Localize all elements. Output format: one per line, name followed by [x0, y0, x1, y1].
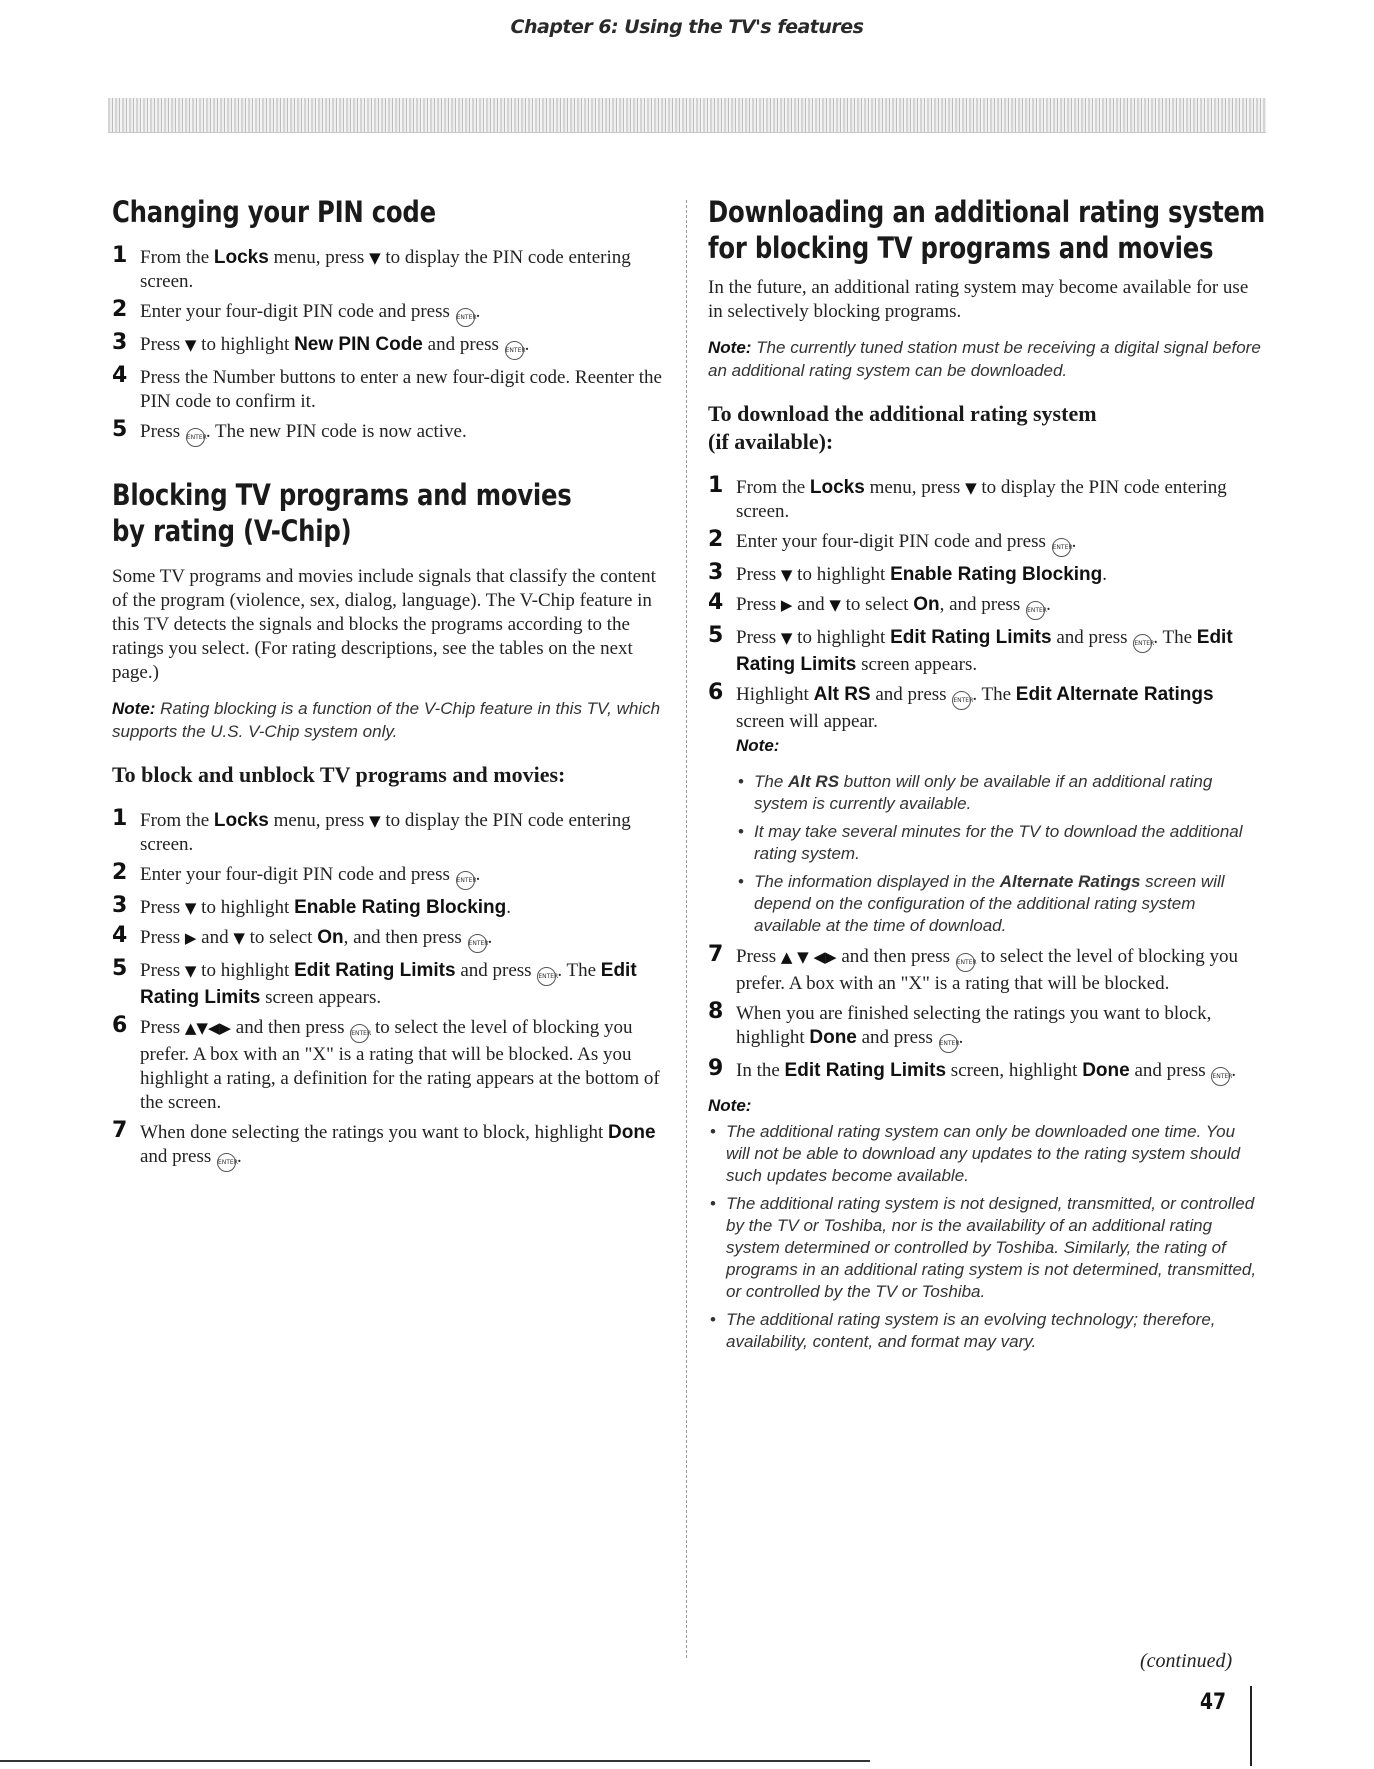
chapter-title: Chapter 6: Using the TV's features	[510, 16, 864, 38]
final-note-label: Note:	[708, 1096, 752, 1115]
enter-button-icon: ENTER	[1026, 601, 1045, 620]
vchip-section-heading-line2: by rating (V-Chip)	[112, 514, 352, 548]
list-item: • The Alt RS button will only be available if an additional rating system is currently available.	[736, 771, 1263, 815]
list-item: 6 Highlight Alt RS and press ENTER. The Edit Alternate Ratings screen will appear. Note: • The Alt RS button will only be available if an additional rating system is currently available. • It may take several minutes for the TV to download the additional rating system. • The information displayed in the Alternate Ratings screen will depend on the configuration of the additional rating system available at the time of download.	[708, 683, 1263, 937]
enter-button-icon: ENTER	[350, 1024, 369, 1043]
pin-section-heading: Changing your PIN code	[112, 195, 436, 229]
direction-arrows-icon: ▲▼◀▶	[184, 1019, 232, 1037]
enter-button-icon: ENTER	[468, 934, 487, 953]
right-arrow-icon: ▶	[184, 929, 197, 947]
left-column	[112, 194, 662, 1180]
vchip-note: Note: Rating blocking is a function of the V-Chip feature in this TV, which supports the U.S. V-Chip system only.	[112, 699, 661, 741]
list-item: 6 Press ▲▼◀▶ and then press ENTER to select the level of blocking you prefer. A box with an "X" is a rating that will be blocked. As you highlight a rating, a definition for the rating appears at the bottom of the screen.	[112, 1013, 660, 1113]
down-arrow-icon: ▼	[780, 629, 793, 647]
enter-button-icon: ENTER	[1211, 1067, 1230, 1086]
down-arrow-icon: ▼	[369, 812, 381, 830]
enter-button-icon: ENTER	[186, 428, 205, 447]
page-number: 47	[1200, 1690, 1227, 1715]
pin-steps	[112, 243, 662, 447]
enter-button-icon: ENTER	[217, 1153, 236, 1172]
down-arrow-icon: ▼	[369, 249, 381, 267]
column-divider	[686, 200, 687, 1660]
list-item: 4 Press ▶ and ▼ to select On, and then press ENTER.	[112, 926, 662, 953]
download-subheading-line2: (if available):	[708, 429, 834, 454]
list-item: • The information displayed in the Alternate Ratings screen will depend on the configuration of the additional rating system available at the time of download.	[736, 871, 1263, 937]
enter-button-icon: ENTER	[952, 691, 971, 710]
list-item: 9 In the Edit Rating Limits screen, highlight Done and press ENTER.	[708, 1059, 1263, 1086]
list-item: 7 When done selecting the ratings you want to block, highlight Done and press ENTER.	[112, 1121, 662, 1172]
list-item: 7 Press ▲ ▼ ◀▶ and then press ENTER to select the level of blocking you prefer. A box with an "X" is a rating that will be blocked.	[708, 942, 1238, 994]
enter-button-icon: ENTER	[956, 953, 975, 972]
list-item: 5 Press ▼ to highlight Edit Rating Limits and press ENTER. The Edit Rating Limits screen appears.	[112, 956, 637, 1008]
list-item: 4 Press ▶ and ▼ to select On, and press ENTER.	[708, 593, 1263, 620]
download-subheading: To download the additional rating system	[708, 401, 1097, 426]
list-item: 4 Press the Number buttons to enter a new four-digit code. Reenter the PIN code to confirm it.	[112, 363, 662, 412]
list-item: 1 From the Locks menu, press ▼ to display the PIN code entering screen.	[112, 806, 631, 855]
enter-button-icon: ENTER	[537, 967, 556, 986]
step6-notes	[736, 771, 1263, 937]
list-item: 8 When you are finished selecting the ratings you want to block, highlight Done and press ENTER.	[708, 1002, 1263, 1053]
vchip-subheading: To block and unblock TV programs and movies:	[112, 762, 566, 787]
list-item: 1 From the Locks menu, press ▼ to display the PIN code entering screen.	[708, 473, 1227, 522]
continued-label: (continued)	[1140, 1650, 1233, 1672]
list-item: 2 Enter your four-digit PIN code and press ENTER.	[708, 530, 1263, 557]
right-column	[708, 194, 1263, 1361]
enter-button-icon: ENTER	[939, 1034, 958, 1053]
footer-rule	[0, 1760, 870, 1762]
enter-button-icon: ENTER	[1052, 538, 1071, 557]
list-item: 1 From the Locks menu, press ▼ to display the PIN code entering screen.	[112, 243, 631, 292]
vchip-intro: Some TV programs and movies include signals that classify the content of the program (violence, sex, dialog, language). The V-Chip feature in this TV detects the signals and blocks the programs according to the ratings you select. (For rating descriptions, see the tables on the next page.)	[112, 566, 656, 683]
down-arrow-icon: ▼	[829, 596, 841, 614]
list-item: • It may take several minutes for the TV to download the additional rating system.	[736, 821, 1263, 865]
list-item: 3 Press ▼ to highlight Enable Rating Blocking.	[708, 560, 1108, 585]
enter-button-icon: ENTER	[456, 308, 475, 327]
list-item: 2 Enter your four-digit PIN code and press ENTER.	[112, 300, 662, 327]
down-arrow-icon: ▼	[184, 962, 197, 980]
step6-note-label: Note:	[736, 736, 780, 755]
list-item: 3 Press ▼ to highlight Enable Rating Blocking.	[112, 893, 512, 918]
enter-button-icon: ENTER	[1133, 634, 1152, 653]
vchip-steps	[112, 806, 662, 1172]
vchip-section-heading: Blocking TV programs and movies	[112, 478, 572, 512]
down-arrow-icon: ▼	[965, 479, 977, 497]
download-note: Note: The currently tuned station must be receiving a digital signal before an additional rating system can be downloaded.	[708, 338, 1261, 380]
down-arrow-icon: ▼	[233, 929, 245, 947]
list-item: • The additional rating system is not designed, transmitted, or controlled by the TV or Toshiba, nor is the availability of an additional rating system determined or controlled by Toshiba. Similarly, the rating of programs in an additional rating system is not determined, transmitted, or controlled by the TV or Toshiba.	[708, 1193, 1263, 1303]
download-intro: In the future, an additional rating system may become available for use in selectively blocking programs.	[708, 277, 1249, 322]
direction-arrows-icon: ▲ ▼ ◀▶	[780, 948, 837, 966]
list-item: • The additional rating system can only be downloaded one time. You will not be able to download any updates to the rating system should such updates become available.	[708, 1121, 1263, 1187]
enter-button-icon: ENTER	[456, 871, 475, 890]
download-section-heading: Downloading an additional rating system	[708, 195, 1265, 229]
page-number-rule	[1250, 1686, 1252, 1766]
enter-button-icon: ENTER	[505, 341, 524, 360]
chapter-header-band	[108, 98, 1266, 133]
download-steps	[708, 473, 1263, 1086]
right-arrow-icon: ▶	[780, 596, 793, 614]
down-arrow-icon: ▼	[780, 566, 793, 584]
list-item: 3 Press ▼ to highlight New PIN Code and press ENTER.	[112, 333, 662, 360]
list-item: 2 Enter your four-digit PIN code and press ENTER.	[112, 863, 662, 890]
download-section-heading-line2: for blocking TV programs and movies	[708, 231, 1214, 265]
list-item: 5 Press ENTER. The new PIN code is now active.	[112, 420, 662, 447]
list-item: 5 Press ▼ to highlight Edit Rating Limits and press ENTER. The Edit Rating Limits screen appears.	[708, 623, 1233, 675]
list-item: • The additional rating system is an evolving technology; therefore, availability, content, and format may vary.	[708, 1309, 1263, 1353]
down-arrow-icon: ▼	[184, 899, 197, 917]
final-notes	[708, 1121, 1263, 1353]
down-arrow-icon: ▼	[184, 336, 197, 354]
